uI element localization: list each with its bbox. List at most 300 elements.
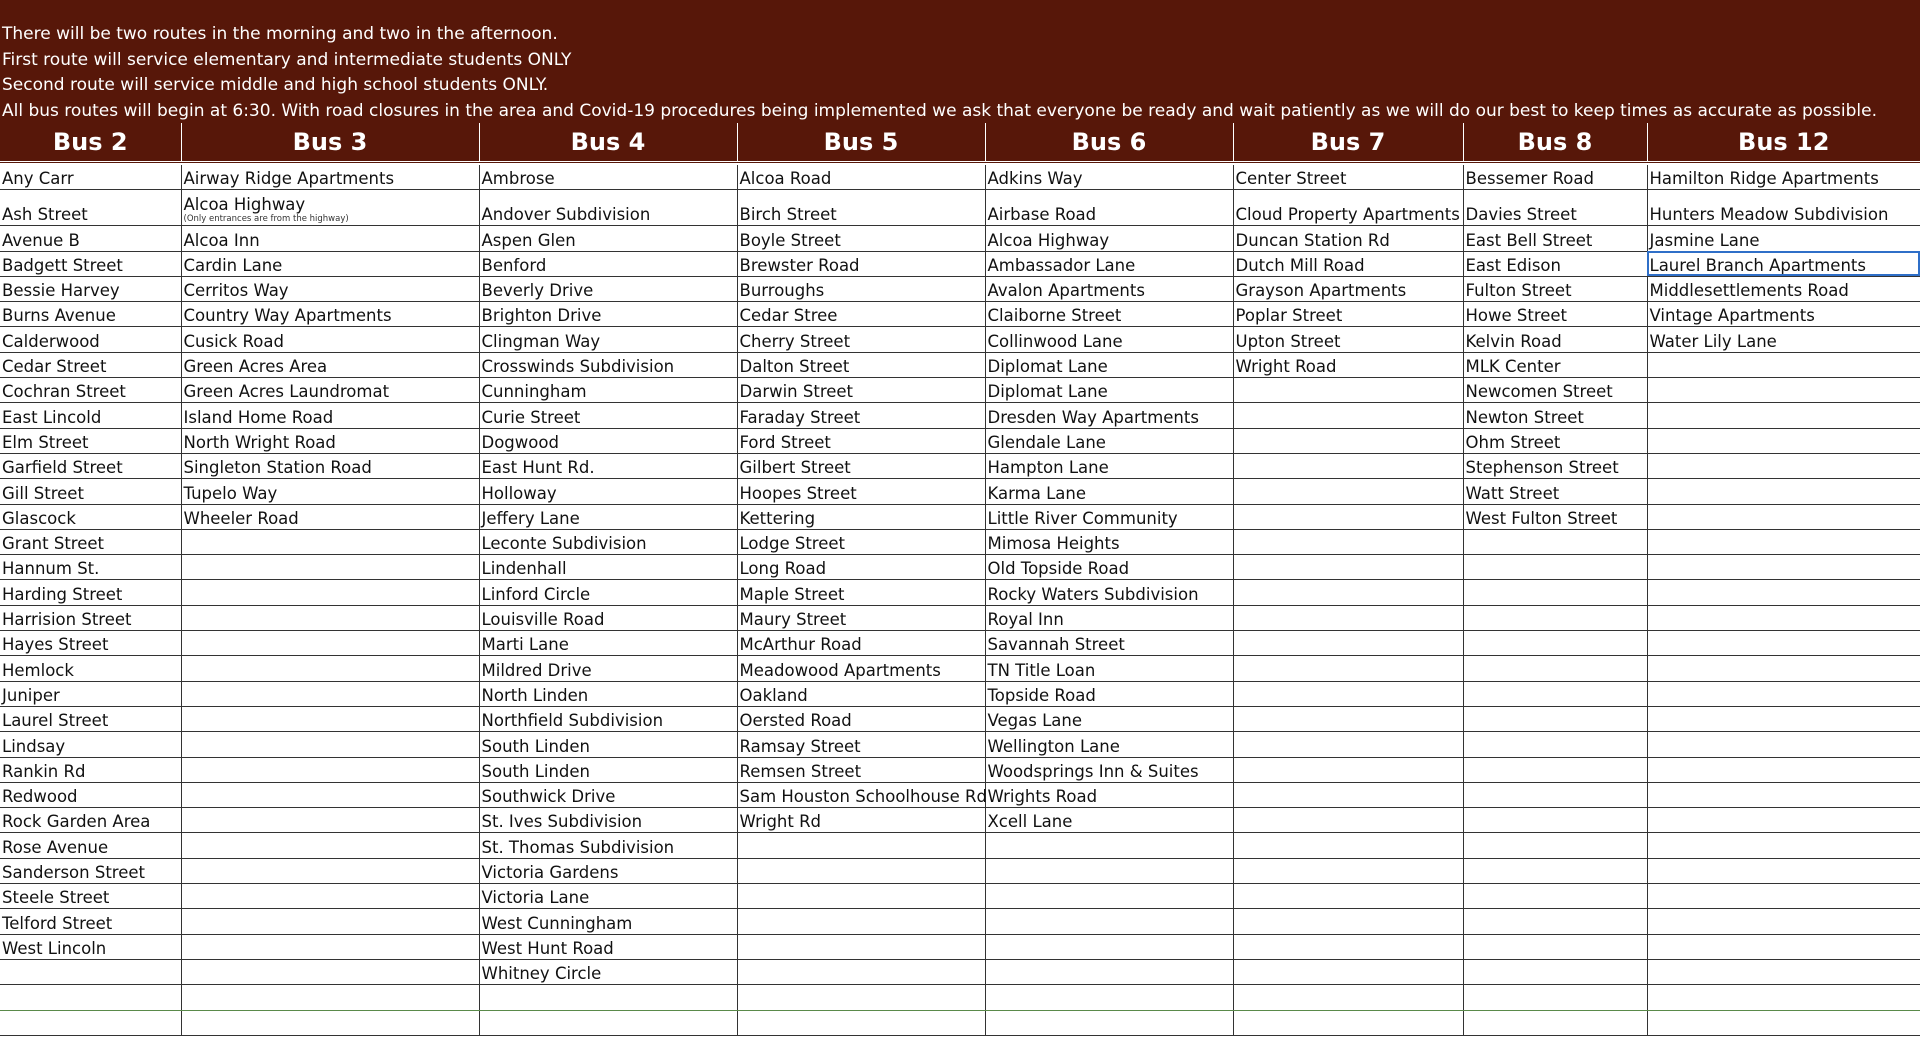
table-cell[interactable] [737,985,985,1010]
table-cell[interactable] [181,934,479,959]
table-cell[interactable]: Dalton Street [737,352,985,377]
table-cell[interactable]: Burns Avenue [0,302,181,327]
table-cell[interactable]: Meadowood Apartments [737,656,985,681]
table-cell[interactable] [1233,479,1463,504]
table-row [0,959,1920,984]
table-cell[interactable]: Royal Inn [985,605,1233,630]
table-cell[interactable]: Hemlock [0,656,181,681]
table-cell[interactable]: Airway Ridge Apartments [181,163,479,190]
table-cell[interactable]: Gill Street [0,479,181,504]
table-cell[interactable] [1647,757,1920,782]
table-cell[interactable]: Adkins Way [985,163,1233,190]
table-cell[interactable]: Laurel Street [0,706,181,731]
table-cell[interactable]: Island Home Road [181,403,479,428]
table-cell[interactable]: Karma Lane [985,479,1233,504]
table-cell[interactable]: Gilbert Street [737,453,985,478]
table-cell[interactable]: Mildred Drive [479,656,737,681]
table-cell[interactable]: Dogwood [479,428,737,453]
table-cell[interactable] [1233,580,1463,605]
table-cell[interactable]: Xcell Lane [985,808,1233,833]
table-row [0,656,1920,681]
table-cell[interactable] [181,959,479,984]
table-cell[interactable] [479,985,737,1010]
table-cell[interactable]: North Wright Road [181,428,479,453]
table-cell[interactable]: Lindsay [0,732,181,757]
table-cell[interactable] [1463,985,1647,1010]
table-cell[interactable]: Whitney Circle [479,959,737,984]
table-cell[interactable]: Hoopes Street [737,479,985,504]
table-cell[interactable]: Cerritos Way [181,276,479,301]
table-cell[interactable] [181,757,479,782]
table-cell[interactable] [1463,782,1647,807]
table-cell[interactable] [1463,884,1647,909]
table-cell[interactable]: Oakland [737,681,985,706]
table-cell[interactable] [1647,985,1920,1010]
table-cell[interactable]: Elm Street [0,428,181,453]
table-cell[interactable] [1647,403,1920,428]
table-cell[interactable]: Juniper [0,681,181,706]
table-cell[interactable] [1233,555,1463,580]
table-row [0,190,1920,226]
header-bus-2[interactable]: Bus 2 [0,123,181,163]
table-cell[interactable]: Louisville Road [479,605,737,630]
table-cell[interactable]: South Linden [479,757,737,782]
table-cell[interactable] [1647,453,1920,478]
table-cell[interactable] [1647,428,1920,453]
table-cell[interactable]: Alcoa Inn [181,226,479,251]
table-row [0,909,1920,934]
table-cell[interactable] [1647,732,1920,757]
table-row [0,251,1920,276]
table-cell[interactable] [737,934,985,959]
table-row [0,833,1920,858]
table-cell[interactable] [737,909,985,934]
table-cell[interactable] [1233,378,1463,403]
table-cell[interactable] [1233,858,1463,883]
table-cell[interactable] [1233,681,1463,706]
header-bus-7[interactable]: Bus 7 [1233,123,1463,163]
table-cell[interactable] [479,1010,737,1035]
table-cell[interactable] [1233,884,1463,909]
table-cell[interactable] [181,884,479,909]
table-cell[interactable] [0,959,181,984]
table-cell[interactable] [1647,504,1920,529]
table-cell[interactable]: Leconte Subdivision [479,529,737,554]
table-cell[interactable]: Dutch Mill Road [1233,251,1463,276]
table-cell[interactable]: South Linden [479,732,737,757]
table-cell[interactable]: West Hunt Road [479,934,737,959]
table-cell[interactable] [1647,934,1920,959]
table-cell[interactable]: Airbase Road [985,190,1233,226]
table-cell[interactable]: Brighton Drive [479,302,737,327]
table-cell[interactable] [1463,833,1647,858]
notice-line-3: Second route will service middle and high school students ONLY. [2,75,549,95]
table-cell[interactable] [1233,428,1463,453]
table-cell[interactable] [1647,378,1920,403]
table-cell[interactable]: Marti Lane [479,631,737,656]
table-cell[interactable] [985,934,1233,959]
table-cell[interactable]: Holloway [479,479,737,504]
table-cell[interactable]: Vegas Lane [985,706,1233,731]
table-cell[interactable] [1463,706,1647,731]
table-cell[interactable]: Cherry Street [737,327,985,352]
table-cell[interactable] [1463,858,1647,883]
table-cell[interactable]: Woodsprings Inn & Suites [985,757,1233,782]
table-cell[interactable]: Center Street [1233,163,1463,190]
table-row [0,226,1920,251]
table-cell[interactable]: Hayes Street [0,631,181,656]
table-cell[interactable] [1233,453,1463,478]
table-cell[interactable] [1463,1010,1647,1035]
table-cell[interactable]: Maple Street [737,580,985,605]
table-cell[interactable] [181,529,479,554]
table-cell[interactable]: St. Ives Subdivision [479,808,737,833]
table-cell[interactable]: Howe Street [1463,302,1647,327]
table-cell[interactable]: Harding Street [0,580,181,605]
table-cell[interactable] [737,1010,985,1035]
table-cell[interactable] [1463,656,1647,681]
table-cell[interactable]: Long Road [737,555,985,580]
table-cell[interactable]: Hannum St. [0,555,181,580]
table-cell[interactable] [1233,656,1463,681]
table-cell[interactable] [1233,529,1463,554]
table-cell[interactable]: Alcoa Road [737,163,985,190]
table-cell[interactable] [181,580,479,605]
table-cell[interactable] [1647,833,1920,858]
table-cell[interactable]: Redwood [0,782,181,807]
table-cell[interactable]: Davies Street [1463,190,1647,226]
table-cell[interactable] [1647,529,1920,554]
table-cell[interactable] [1647,479,1920,504]
table-cell[interactable] [181,732,479,757]
table-cell[interactable]: Rocky Waters Subdivision [985,580,1233,605]
table-cell[interactable]: Jeffery Lane [479,504,737,529]
table-cell[interactable]: MLK Center [1463,352,1647,377]
table-cell[interactable]: Brewster Road [737,251,985,276]
table-cell[interactable]: Wright Road [1233,352,1463,377]
table-cell[interactable] [1647,605,1920,630]
table-cell[interactable] [181,909,479,934]
table-cell[interactable]: Newcomen Street [1463,378,1647,403]
table-cell[interactable]: Boyle Street [737,226,985,251]
table-cell[interactable] [1233,732,1463,757]
header-bus-3[interactable]: Bus 3 [181,123,479,163]
table-cell[interactable]: Poplar Street [1233,302,1463,327]
table-cell[interactable]: West Lincoln [0,934,181,959]
header-bus-12[interactable]: Bus 12 [1647,123,1920,163]
table-cell[interactable]: Birch Street [737,190,985,226]
table-cell[interactable] [1233,504,1463,529]
table-cell[interactable] [1463,681,1647,706]
table-cell[interactable] [181,808,479,833]
table-cell[interactable] [0,985,181,1010]
table-cell[interactable] [1463,580,1647,605]
table-cell[interactable]: Diplomat Lane [985,378,1233,403]
table-cell[interactable]: Laurel Branch Apartments [1647,251,1920,276]
table-cell[interactable]: Wellington Lane [985,732,1233,757]
table-cell[interactable]: Cardin Lane [181,251,479,276]
table-cell[interactable]: Jasmine Lane [1647,226,1920,251]
table-cell[interactable]: Vintage Apartments [1647,302,1920,327]
table-cell[interactable] [181,858,479,883]
table-cell[interactable]: Ramsay Street [737,732,985,757]
table-cell[interactable]: Little River Community [985,504,1233,529]
table-cell[interactable]: Country Way Apartments [181,302,479,327]
table-cell[interactable] [1463,605,1647,630]
table-cell[interactable]: Rose Avenue [0,833,181,858]
table-cell[interactable] [181,1010,479,1035]
table-cell[interactable] [737,884,985,909]
table-cell[interactable] [181,605,479,630]
table-cell[interactable]: Clingman Way [479,327,737,352]
table-cell[interactable] [1647,808,1920,833]
table-cell[interactable] [1647,706,1920,731]
table-cell[interactable] [1647,580,1920,605]
table-row [0,732,1920,757]
table-cell[interactable]: West Fulton Street [1463,504,1647,529]
table-cell[interactable]: McArthur Road [737,631,985,656]
table-cell[interactable] [181,706,479,731]
table-cell[interactable]: Bessemer Road [1463,163,1647,190]
table-cell[interactable] [1647,884,1920,909]
table-cell[interactable]: Grant Street [0,529,181,554]
table-cell[interactable]: Northfield Subdivision [479,706,737,731]
table-cell[interactable] [1463,732,1647,757]
table-cell[interactable] [1647,858,1920,883]
table-cell[interactable]: Remsen Street [737,757,985,782]
table-cell[interactable]: Darwin Street [737,378,985,403]
table-cell[interactable] [1233,909,1463,934]
table-cell[interactable]: East Bell Street [1463,226,1647,251]
table-cell[interactable]: Alcoa Highway [985,226,1233,251]
table-cell[interactable]: Aspen Glen [479,226,737,251]
table-cell[interactable]: Ambrose [479,163,737,190]
table-cell[interactable]: Fulton Street [1463,276,1647,301]
table-cell[interactable]: Avalon Apartments [985,276,1233,301]
table-row [0,163,1920,190]
table-cell[interactable] [181,833,479,858]
table-cell[interactable]: Glendale Lane [985,428,1233,453]
table-cell[interactable] [1233,782,1463,807]
table-cell[interactable]: Hamilton Ridge Apartments [1647,163,1920,190]
table-cell[interactable] [985,858,1233,883]
table-cell[interactable]: Claiborne Street [985,302,1233,327]
table-cell[interactable]: Collinwood Lane [985,327,1233,352]
table-cell[interactable] [1463,631,1647,656]
table-cell[interactable]: Middlesettlements Road [1647,276,1920,301]
table-cell[interactable]: Any Carr [0,163,181,190]
table-row [0,529,1920,554]
table-cell[interactable]: Harrision Street [0,605,181,630]
table-cell[interactable]: East Edison [1463,251,1647,276]
table-cell[interactable]: Green Acres Laundromat [181,378,479,403]
table-cell[interactable] [985,833,1233,858]
table-cell[interactable]: Victoria Gardens [479,858,737,883]
table-cell[interactable] [737,959,985,984]
table-cell[interactable] [1463,959,1647,984]
table-cell[interactable] [985,985,1233,1010]
table-cell[interactable]: Singleton Station Road [181,453,479,478]
table-cell[interactable]: Cunningham [479,378,737,403]
table-cell[interactable]: Ohm Street [1463,428,1647,453]
table-cell[interactable]: Cloud Property Apartments [1233,190,1463,226]
table-cell[interactable]: Wheeler Road [181,504,479,529]
table-cell[interactable] [1647,959,1920,984]
table-cell[interactable]: Savannah Street [985,631,1233,656]
table-cell[interactable]: Steele Street [0,884,181,909]
table-cell[interactable]: Telford Street [0,909,181,934]
header-bus-5[interactable]: Bus 5 [737,123,985,163]
table-cell[interactable] [1233,757,1463,782]
table-row [0,884,1920,909]
table-cell[interactable]: Stephenson Street [1463,453,1647,478]
table-cell[interactable]: Calderwood [0,327,181,352]
table-cell[interactable]: Glascock [0,504,181,529]
table-cell[interactable]: Oersted Road [737,706,985,731]
table-cell[interactable]: Kelvin Road [1463,327,1647,352]
table-cell[interactable] [181,681,479,706]
table-cell[interactable] [1647,782,1920,807]
table-cell[interactable]: Curie Street [479,403,737,428]
table-cell[interactable]: Diplomat Lane [985,352,1233,377]
table-cell[interactable]: Bessie Harvey [0,276,181,301]
table-cell[interactable] [1233,833,1463,858]
table-cell[interactable] [181,782,479,807]
table-cell[interactable] [985,959,1233,984]
table-cell[interactable]: Upton Street [1233,327,1463,352]
table-cell[interactable]: East Hunt Rd. [479,453,737,478]
table-row [0,276,1920,301]
table-cell[interactable] [1463,909,1647,934]
table-cell[interactable]: Benford [479,251,737,276]
table-cell[interactable]: Andover Subdivision [479,190,737,226]
table-cell[interactable]: Dresden Way Apartments [985,403,1233,428]
table-cell[interactable] [181,190,479,226]
table-cell[interactable] [985,1010,1233,1035]
table-cell[interactable] [1233,934,1463,959]
table-cell[interactable]: Sam Houston Schoolhouse Rd [737,782,985,807]
table-row [0,681,1920,706]
table-cell[interactable]: Kettering [737,504,985,529]
table-cell[interactable]: Water Lily Lane [1647,327,1920,352]
table-cell[interactable] [1233,985,1463,1010]
table-cell[interactable] [1463,934,1647,959]
table-cell[interactable]: Newton Street [1463,403,1647,428]
table-cell[interactable]: Duncan Station Rd [1233,226,1463,251]
table-cell[interactable] [1463,555,1647,580]
table-cell[interactable] [1647,1010,1920,1035]
table-cell[interactable]: Beverly Drive [479,276,737,301]
table-cell[interactable] [1233,403,1463,428]
table-cell[interactable] [181,555,479,580]
table-cell[interactable]: Linford Circle [479,580,737,605]
table-cell[interactable] [1647,656,1920,681]
table-cell[interactable]: Old Topside Road [985,555,1233,580]
table-cell[interactable]: Garfield Street [0,453,181,478]
table-cell[interactable] [985,884,1233,909]
table-cell[interactable]: Cochran Street [0,378,181,403]
table-cell[interactable] [1647,555,1920,580]
table-cell[interactable]: Watt Street [1463,479,1647,504]
table-cell[interactable] [737,833,985,858]
table-cell[interactable]: Rock Garden Area [0,808,181,833]
table-cell[interactable]: Avenue B [0,226,181,251]
table-cell[interactable]: Sanderson Street [0,858,181,883]
table-row [0,1010,1920,1035]
table-cell[interactable]: Southwick Drive [479,782,737,807]
table-cell[interactable] [737,858,985,883]
table-cell[interactable]: Faraday Street [737,403,985,428]
table-row [0,302,1920,327]
table-cell[interactable]: Green Acres Area [181,352,479,377]
table-cell[interactable] [1463,529,1647,554]
table-cell[interactable] [1233,706,1463,731]
table-cell[interactable]: Rankin Rd [0,757,181,782]
table-cell[interactable]: St. Thomas Subdivision [479,833,737,858]
table-cell[interactable]: Mimosa Heights [985,529,1233,554]
table-cell[interactable]: Lindenhall [479,555,737,580]
table-cell[interactable]: Wright Rd [737,808,985,833]
table-row [0,403,1920,428]
notice-line-2: First route will service elementary and intermediate students ONLY [2,49,572,70]
table-cell[interactable]: Hampton Lane [985,453,1233,478]
table-cell[interactable]: Tupelo Way [181,479,479,504]
table-cell[interactable]: Topside Road [985,681,1233,706]
table-cell[interactable]: Hunters Meadow Subdivision [1647,190,1920,226]
table-cell[interactable]: East Lincold [0,403,181,428]
table-cell[interactable]: West Cunningham [479,909,737,934]
table-cell[interactable] [1233,959,1463,984]
table-cell[interactable]: Cedar Stree [737,302,985,327]
table-cell[interactable] [1647,631,1920,656]
table-cell[interactable] [1647,681,1920,706]
table-cell[interactable]: Cedar Street [0,352,181,377]
table-cell[interactable] [985,909,1233,934]
table-cell[interactable] [1233,1010,1463,1035]
table-cell[interactable]: North Linden [479,681,737,706]
table-cell[interactable]: Crosswinds Subdivision [479,352,737,377]
table-cell[interactable] [1463,808,1647,833]
table-cell[interactable]: Ambassador Lane [985,251,1233,276]
table-cell[interactable]: Lodge Street [737,529,985,554]
header-bus-8[interactable]: Bus 8 [1463,123,1647,163]
notice-banner [0,0,1920,123]
table-cell[interactable] [0,1010,181,1035]
table-cell[interactable] [1647,352,1920,377]
table-cell[interactable]: Wrights Road [985,782,1233,807]
table-cell[interactable] [181,656,479,681]
table-cell[interactable] [1233,631,1463,656]
table-cell[interactable] [181,985,479,1010]
table-cell[interactable]: Badgett Street [0,251,181,276]
table-cell[interactable]: Burroughs [737,276,985,301]
table-cell[interactable]: Ash Street [0,190,181,226]
header-bus-4[interactable]: Bus 4 [479,123,737,163]
table-cell[interactable] [181,631,479,656]
table-cell[interactable]: Cusick Road [181,327,479,352]
table-cell[interactable] [1463,757,1647,782]
header-bus-6[interactable]: Bus 6 [985,123,1233,163]
table-cell[interactable] [1233,808,1463,833]
table-cell[interactable]: Victoria Lane [479,884,737,909]
table-cell[interactable]: Maury Street [737,605,985,630]
table-cell[interactable] [1233,605,1463,630]
table-cell[interactable]: TN Title Loan [985,656,1233,681]
table-row [0,605,1920,630]
table-cell[interactable]: Ford Street [737,428,985,453]
table-cell[interactable] [1647,909,1920,934]
table-cell[interactable]: Grayson Apartments [1233,276,1463,301]
